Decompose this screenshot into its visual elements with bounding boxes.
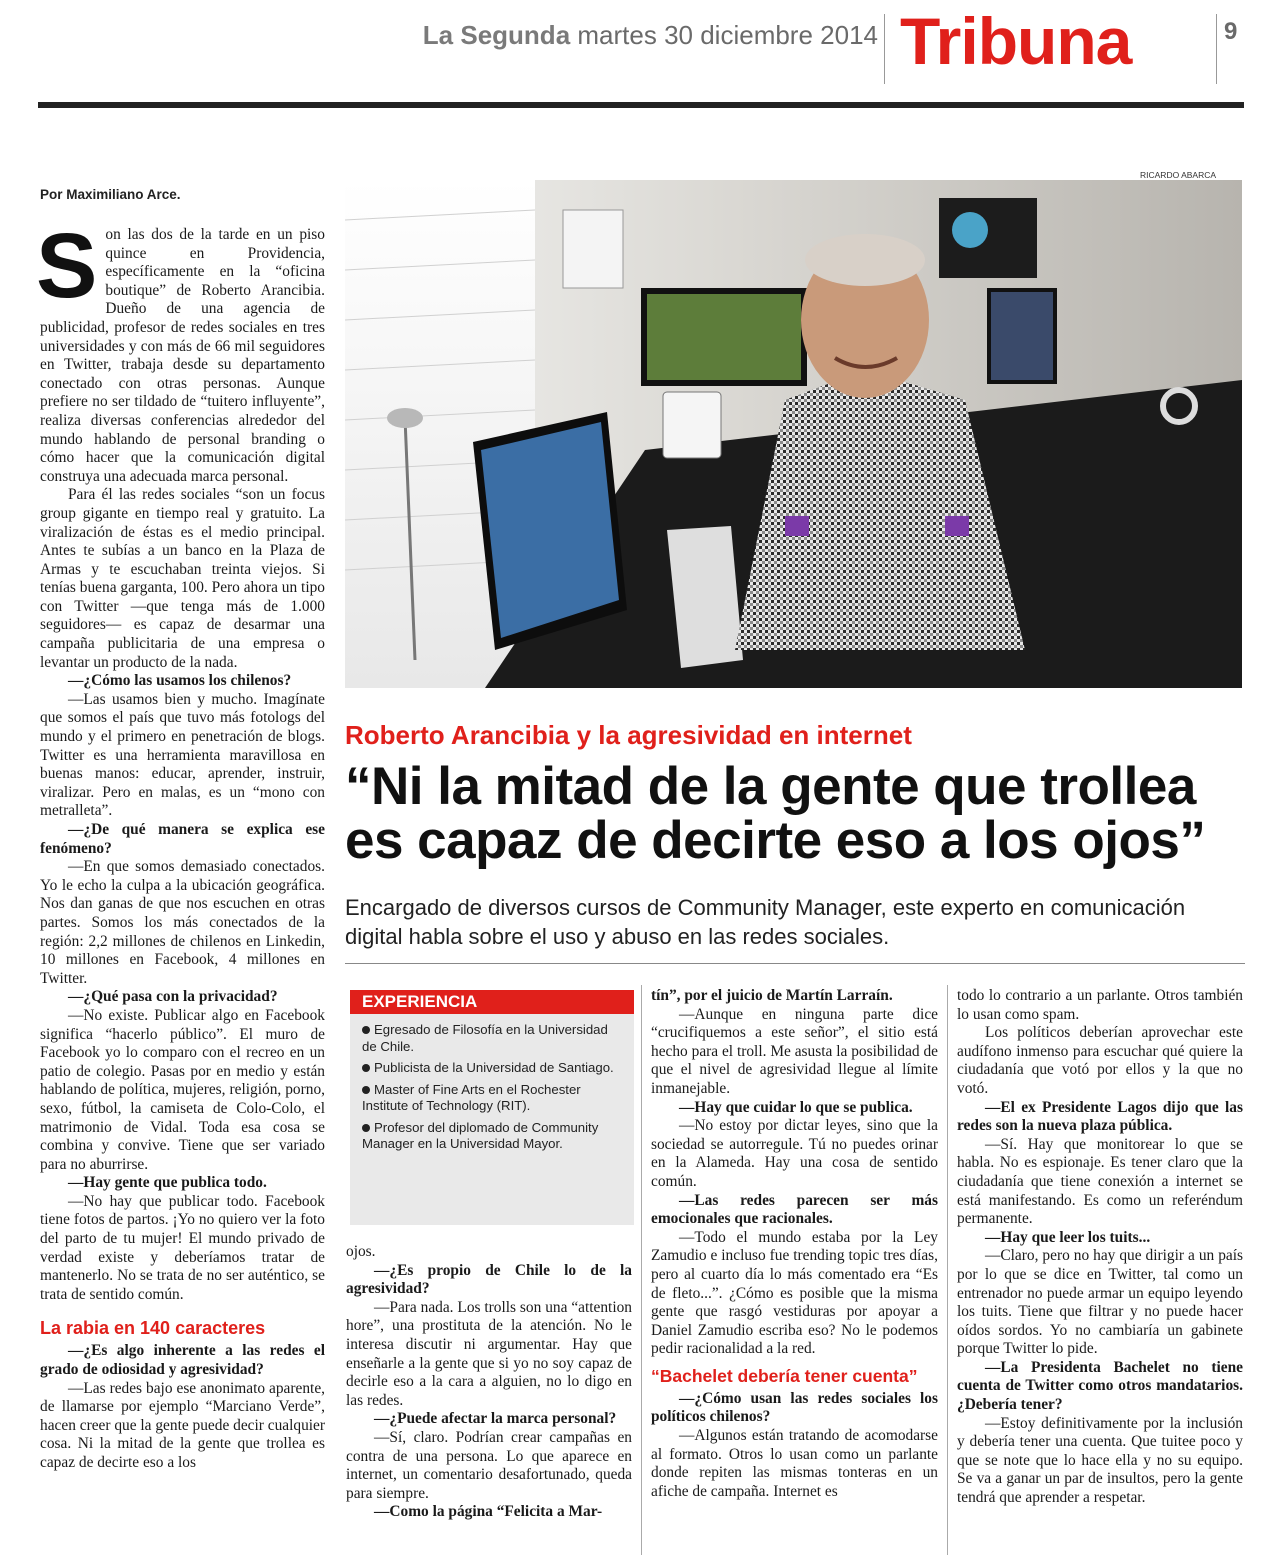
answer: —Aunque en ninguna parte dice “crucifiquemos a este señor”, el sitio está hecho para el troll. Me asusta la posibilidad de que el nivel de agresividad llegue al límite inmanejable. [651,1005,938,1097]
question: —¿Es algo inherente a las redes el grado de odiosidad y agresividad? [40,1342,325,1379]
paragraph: todo lo contrario a un parlante. Otros también lo usan como spam. [957,987,1243,1023]
column-rule [641,985,642,1555]
drop-cap: S [36,215,98,317]
experience-item-text: Profesor del diplomado de Community Manager en la Universidad Mayor. [362,1119,599,1151]
answer: —Las redes bajo ese anonimato aparente, de llamarse por ejemplo “Marciano Verde”, hacen creer que la gente puede decir cualquier cosa. Ni la mitad de la gente que trollea es capaz de decirte eso a los [40,1379,325,1471]
answer: —En que somos demasiado conectados. Yo le echo la culpa a la ubicación geográfica. Nos dan ganas de que nos escuchen en otras partes. Somos los más conectados de la región: 2,2 millones de chilenos en Linkedin, 10 millones en Facebook, 4 millones en Twitter. [40,858,325,987]
answer: —No hay que publicar todo. Facebook tiene fotos de partos. ¡Yo no quiero ver la foto del parto de tu mujer! El mundo privado de verdad existe y deberíamos tratar de mantenerlo. No se trata de no ser auténtico, se trata de sentido común. [40,1192,325,1303]
byline: Por Maximiliano Arce. [40,187,181,202]
question: —¿Qué pasa con la privacidad? [68,988,278,1006]
subheading: La rabia en 140 caracteres [40,1318,266,1339]
section-rule [345,963,1245,964]
article-photo [345,180,1242,688]
answer: —Estoy definitivamente por la inclusión y debería tener una cuenta. Que tuitee poco y que se note que lo hace ella y no su equipo. Se va a ganar un par de insultos, pero la gente tendrá que aprender a respetar. [957,1414,1243,1507]
bullet-icon [362,1086,370,1094]
deck: Encargado de diversos cursos de Community Manager, este experto en comunicación digital habla sobre el uso y abuso en las redes sociales. [345,895,1186,949]
paragraph: ojos. [346,1243,376,1260]
answer: —Algunos están tratando de acomodarse al formato. Otros lo usan como un parlante donde repiten las mismas tonteras en un afiche de campaña. Internet es [651,1427,938,1500]
experience-item [362,1022,624,1055]
question: —Hay gente que publica todo. [68,1174,267,1192]
experience-item-text: Egresado de Filosofía en la Universidad de Chile. [362,1022,608,1054]
experience-item [362,1120,624,1153]
question: tín”, por el juicio de Martín Larraín. [651,987,893,1004]
bullet-icon [362,1064,370,1072]
kicker: Roberto Arancibia y la agresividad en internet [345,720,912,750]
lead-text: on las dos de la tarde en un piso quince en Providencia, específicamente en la “oficina boutique” de Roberto Arancibia. Dueño de una agencia de publicidad, profesor de redes sociales en tres universidades y con más de 66 mil seguidores en Twitter, trabaja desde su departamento conectado con otras personas. Aunque prefiere no ser tildado de “tuitero influyente”, realiza diversas conferencias alrededor del mundo hablando de personal branding o cómo hacer que la comunicación digital construya una adecuada marca personal. [40,226,325,485]
masthead-divider [884,14,885,84]
masthead-section-title: Tribuna [900,4,1132,78]
experience-box [350,990,634,1225]
article-column-1 [36,215,325,1473]
answer: —Las usamos bien y mucho. Imagínate que somos el país que tuvo más fotologs del mundo y el primero en penetración de blogs. Twitter es una herramienta maravillosa en buenas manos: educar, aprender, instruir, viralizar. Pero en malas, es un “mono con metralleta”. [40,690,325,820]
question: —¿De qué manera se explica ese fenómeno? [40,821,325,857]
column-rule [947,985,948,1555]
masthead-rule [38,102,1244,108]
paragraph: Para él las redes sociales “son un focus group gigante en tiempo real y gratuito. La viralización de éstas es el medio principal. Antes te subías a un banco en la Plaza de Armas y te escuchaban treinta viejos. Si tenías buena garganta, 100. Pero ahora un tipo con Twitter —que tenga más de 1.000 seguidores— es capaz de desarmar una campaña publicitaria de una empresa o levantar un producto de la nada. [40,486,325,671]
question: —Como la página “Felicita a Mar- [374,1503,603,1521]
subheading: “Bachelet debería tener cuenta” [651,1365,918,1386]
masthead-divider [1216,14,1217,84]
bullet-icon [362,1026,370,1034]
answer: —Todo el mundo estaba por la Ley Zamudio e incluso fue trending topic tres días, pero al cuarto día lo más comentado era “Es de fleto...”. ¿Cómo es posible que la misma gente que rasgó vestiduras por apoyar a Daniel Zamudio escriba eso? No le podemos pedir racionalidad a la red. [651,1228,938,1358]
bullet-icon [362,1124,370,1132]
experience-title: EXPERIENCIA [350,990,634,1014]
headline: “Ni la mitad de la gente que trollea es capaz de decirte eso a los ojos” [345,757,1206,870]
answer: —Sí. Hay que monitorear lo que se habla. No es espionaje. Es tener claro que la ciudadanía que tiene conexión a internet se está manifestando. Es como un referéndum permanente. [957,1135,1243,1228]
experience-item-text: Publicista de la Universidad de Santiago. [374,1060,614,1075]
page-number: 9 [1224,18,1238,45]
answer: —No existe. Publicar algo en Facebook significa “hacerlo público”. El muro de Facebook yo lo comparo con el recreo en un patio de colegio. Pasas por en medio y están hablando de política, mujeres, religión, porno, sexo, fútbol, la camiseta de Colo-Colo, el matrimonio de Vidal. Toda esa cosa se combina y convive. Tiene que ser variado para no aburrirse. [40,1006,325,1173]
answer: —No estoy por dictar leyes, sino que la sociedad se autorregule. Tú no puedes orinar en la Alameda. Hay una cosa de sentido común. [651,1117,938,1190]
question: —¿Cómo las usamos los chilenos? [68,672,292,690]
answer: —Sí, claro. Podrían crear campañas en contra de una persona. Lo que aparece en internet, un comentario desafortunado, queda para siempre. [346,1428,632,1502]
article-column-2 [346,1243,632,1522]
lead-paragraph [36,215,325,486]
question: —Hay que leer los tuits... [985,1228,1151,1246]
experience-item-text: Master of Fine Arts en el Rochester Institute of Technology (RIT). [362,1081,581,1113]
question: —Hay que cuidar lo que se publica. [679,1098,913,1116]
question: —El ex Presidente Lagos dijo que las redes son la nueva plaza pública. [957,1098,1243,1135]
question: —La Presidenta Bachelet no tiene cuenta de Twitter como otros mandatarios. ¿Debería tener? [957,1358,1243,1414]
experience-item [362,1060,624,1077]
masthead-date: martes 30 diciembre 2014 [577,20,878,50]
question: —¿Es propio de Chile lo de la agresividad? [346,1261,632,1298]
answer: —Claro, pero no hay que dirigir a un país por lo que se dice en Twitter, tal como un entrenador no puede armar un equipo leyendo los tuits. Tiene que filtrar y no puede hacer oídos sordos. Yo no cambiaría un gabinete porque Twitter lo pide. [957,1247,1243,1358]
masthead-paper-name: La Segunda [422,20,571,50]
photo-credit: RICARDO ABARCA [1140,170,1217,180]
masthead-date-line [420,20,878,51]
question: —Las redes parecen ser más emocionales que racionales. [651,1191,938,1228]
paragraph: Los políticos deberían aprovechar este audífono inmenso para escuchar qué quiere la ciudadanía que votó por ellos y la que no votó. [957,1024,1243,1097]
question: —¿Cómo usan las redes sociales los políticos chilenos? [651,1389,938,1426]
experience-list [350,1022,634,1153]
answer: —Para nada. Los trolls son una “attention hore”, una prostituta de la atención. No le interesa discutir ni argumentar. Hay que enseñarle a la gente que si yo no soy capaz de decirle eso a la cara a alguien, no lo digo en las redes. [346,1298,632,1409]
experience-item [362,1082,624,1115]
office-scene-illustration [345,180,1242,688]
article-column-3 [651,987,938,1501]
question: —¿Puede afectar la marca personal? [374,1410,617,1428]
article-column-4 [957,987,1243,1508]
